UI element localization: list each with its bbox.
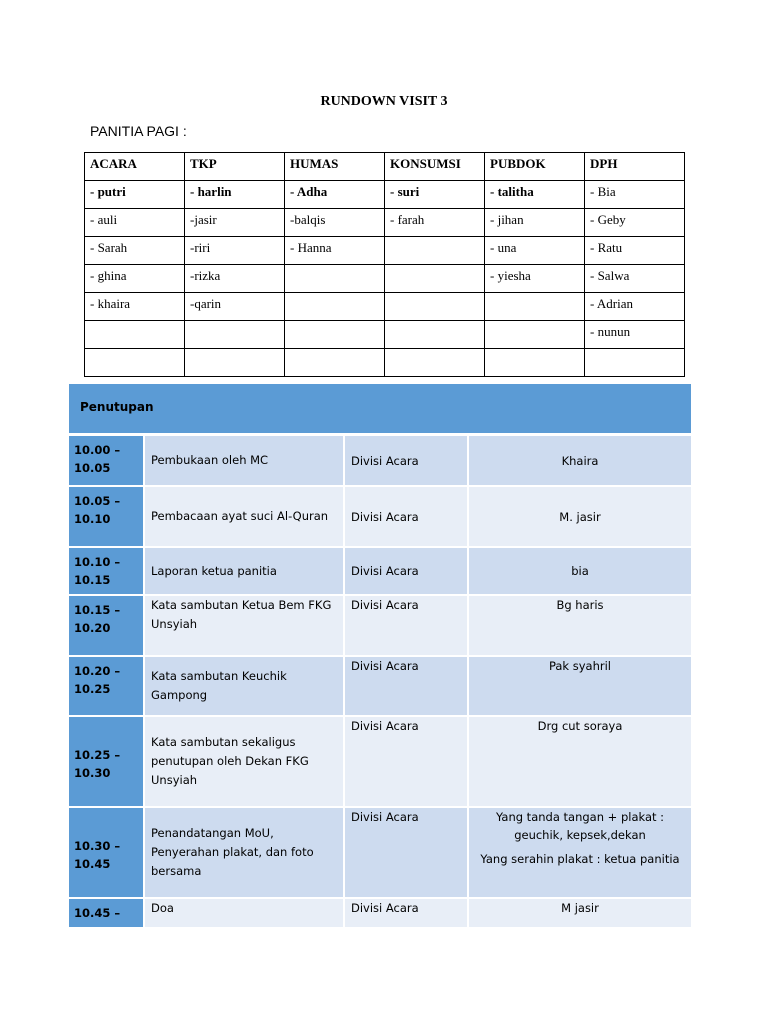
activity-cell xyxy=(143,436,343,485)
time-cell: 10.30 – 10.45 xyxy=(69,808,143,897)
pic-cell xyxy=(467,487,691,546)
header-acara: ACARA xyxy=(85,153,185,181)
time-cell: 10.00 – 10.05 xyxy=(69,436,143,485)
division-cell: Divisi Acara xyxy=(343,596,467,655)
crew-cell xyxy=(385,265,485,293)
schedule-row xyxy=(69,717,691,808)
crew-cell xyxy=(385,321,485,349)
schedule-row xyxy=(69,899,691,929)
time-cell: 10.15 – 10.20 xyxy=(69,596,143,655)
pic-text: Khaira xyxy=(561,453,599,468)
division-text: Divisi Acara xyxy=(351,509,419,524)
crew-cell xyxy=(285,321,385,349)
time-cell: 10.20 – 10.25 xyxy=(69,657,143,715)
time-cell: 10.25 – 10.30 xyxy=(69,717,143,806)
crew-cell xyxy=(385,293,485,321)
crew-cell xyxy=(185,321,285,349)
crew-cell xyxy=(85,349,185,377)
document-title: RUNDOWN VISIT 3 xyxy=(320,94,448,109)
schedule-row xyxy=(69,436,691,487)
crew-table xyxy=(84,152,685,377)
crew-cell: - yiesha xyxy=(485,265,585,293)
activity-text: Kata sambutan Keuchik Gampong xyxy=(151,669,287,702)
activity-cell xyxy=(143,548,343,594)
schedule-section-header xyxy=(69,384,691,436)
time-cell: 10.10 – 10.15 xyxy=(69,548,143,594)
crew-cell: - nunun xyxy=(585,321,685,349)
crew-cell: -riri xyxy=(185,237,285,265)
division-cell: Divisi Acara xyxy=(343,899,467,927)
activity-cell: Doa xyxy=(143,899,343,927)
crew-cell: - jihan xyxy=(485,209,585,237)
crew-row xyxy=(85,181,685,209)
crew-cell: - khaira xyxy=(85,293,185,321)
crew-cell: - Adha xyxy=(285,181,385,209)
schedule-row xyxy=(69,657,691,717)
crew-cell: - Bia xyxy=(585,181,685,209)
panitia-pagi-label: PANITIA PAGI : xyxy=(90,123,187,139)
activity-text: Penandatangan MoU, Penyerahan plakat, dan foto bersama xyxy=(151,826,314,878)
crew-cell: -balqis xyxy=(285,209,385,237)
schedule-row xyxy=(69,548,691,596)
crew-cell: - talitha xyxy=(485,181,585,209)
pic-text: M. jasir xyxy=(559,509,601,524)
crew-row xyxy=(85,265,685,293)
crew-cell: - ghina xyxy=(85,265,185,293)
section-title: Penutupan xyxy=(80,400,154,414)
schedule-row xyxy=(69,487,691,548)
crew-cell: - putri xyxy=(85,181,185,209)
header-dph: DPH xyxy=(585,153,685,181)
crew-cell xyxy=(485,321,585,349)
crew-cell xyxy=(485,293,585,321)
header-pubdok: PUBDOK xyxy=(485,153,585,181)
pic-cell: Bg haris xyxy=(467,596,691,655)
crew-cell xyxy=(585,349,685,377)
pic-cell: Pak syahril xyxy=(467,657,691,715)
crew-cell: - Adrian xyxy=(585,293,685,321)
header-konsumsi: KONSUMSI xyxy=(385,153,485,181)
crew-cell xyxy=(285,349,385,377)
crew-row xyxy=(85,349,685,377)
division-cell xyxy=(343,548,467,594)
pic-cell xyxy=(467,808,691,897)
crew-cell: - Hanna xyxy=(285,237,385,265)
crew-cell xyxy=(285,293,385,321)
pic-text: bia xyxy=(571,564,589,578)
time-cell: 10.45 – xyxy=(69,899,143,927)
division-text: Divisi Acara xyxy=(351,453,419,468)
activity-cell xyxy=(143,808,343,897)
crew-cell xyxy=(485,349,585,377)
pic-cell xyxy=(467,548,691,594)
header-tkp: TKP xyxy=(185,153,285,181)
pic-cell: M jasir xyxy=(467,899,691,927)
crew-header-row xyxy=(85,153,685,181)
schedule-row xyxy=(69,596,691,657)
division-text: Divisi Acara xyxy=(351,564,419,578)
division-cell: Divisi Acara xyxy=(343,717,467,806)
schedule-row xyxy=(69,808,691,899)
crew-row xyxy=(85,293,685,321)
crew-cell: - farah xyxy=(385,209,485,237)
crew-cell: - Geby xyxy=(585,209,685,237)
pic-text: Yang serahin plakat : ketua panitia xyxy=(480,852,680,866)
crew-row xyxy=(85,321,685,349)
header-humas: HUMAS xyxy=(285,153,385,181)
crew-cell: - auli xyxy=(85,209,185,237)
crew-cell: - harlin xyxy=(185,181,285,209)
crew-cell: -rizka xyxy=(185,265,285,293)
schedule-table xyxy=(69,384,691,929)
crew-cell xyxy=(385,349,485,377)
crew-cell xyxy=(185,349,285,377)
crew-cell: - Sarah xyxy=(85,237,185,265)
pic-cell: Drg cut soraya xyxy=(467,717,691,806)
crew-cell: - Salwa xyxy=(585,265,685,293)
pic-cell xyxy=(467,436,691,485)
division-cell: Divisi Acara xyxy=(343,657,467,715)
crew-cell xyxy=(85,321,185,349)
crew-cell: -qarin xyxy=(185,293,285,321)
activity-cell: Kata sambutan Ketua Bem FKG Unsyiah xyxy=(143,596,343,655)
division-cell: Divisi Acara xyxy=(343,808,467,897)
crew-cell xyxy=(285,265,385,293)
crew-cell: - Ratu xyxy=(585,237,685,265)
crew-row xyxy=(85,237,685,265)
division-cell xyxy=(343,487,467,546)
crew-cell: -jasir xyxy=(185,209,285,237)
activity-text: Kata sambutan sekaligus penutupan oleh Dekan FKG Unsyiah xyxy=(151,735,309,787)
activity-cell xyxy=(143,717,343,806)
crew-cell: - una xyxy=(485,237,585,265)
division-cell xyxy=(343,436,467,485)
activity-text: Pembukaan oleh MC xyxy=(151,453,269,467)
crew-cell: - suri xyxy=(385,181,485,209)
activity-text: Pembacaan ayat suci Al-Quran xyxy=(151,509,329,523)
activity-cell xyxy=(143,487,343,546)
activity-cell xyxy=(143,657,343,715)
activity-text: Laporan ketua panitia xyxy=(151,563,277,578)
crew-row xyxy=(85,209,685,237)
time-cell: 10.05 – 10.10 xyxy=(69,487,143,546)
pic-text: Yang tanda tangan + plakat : geuchik, kepsek,dekan xyxy=(495,810,665,842)
crew-cell xyxy=(385,237,485,265)
